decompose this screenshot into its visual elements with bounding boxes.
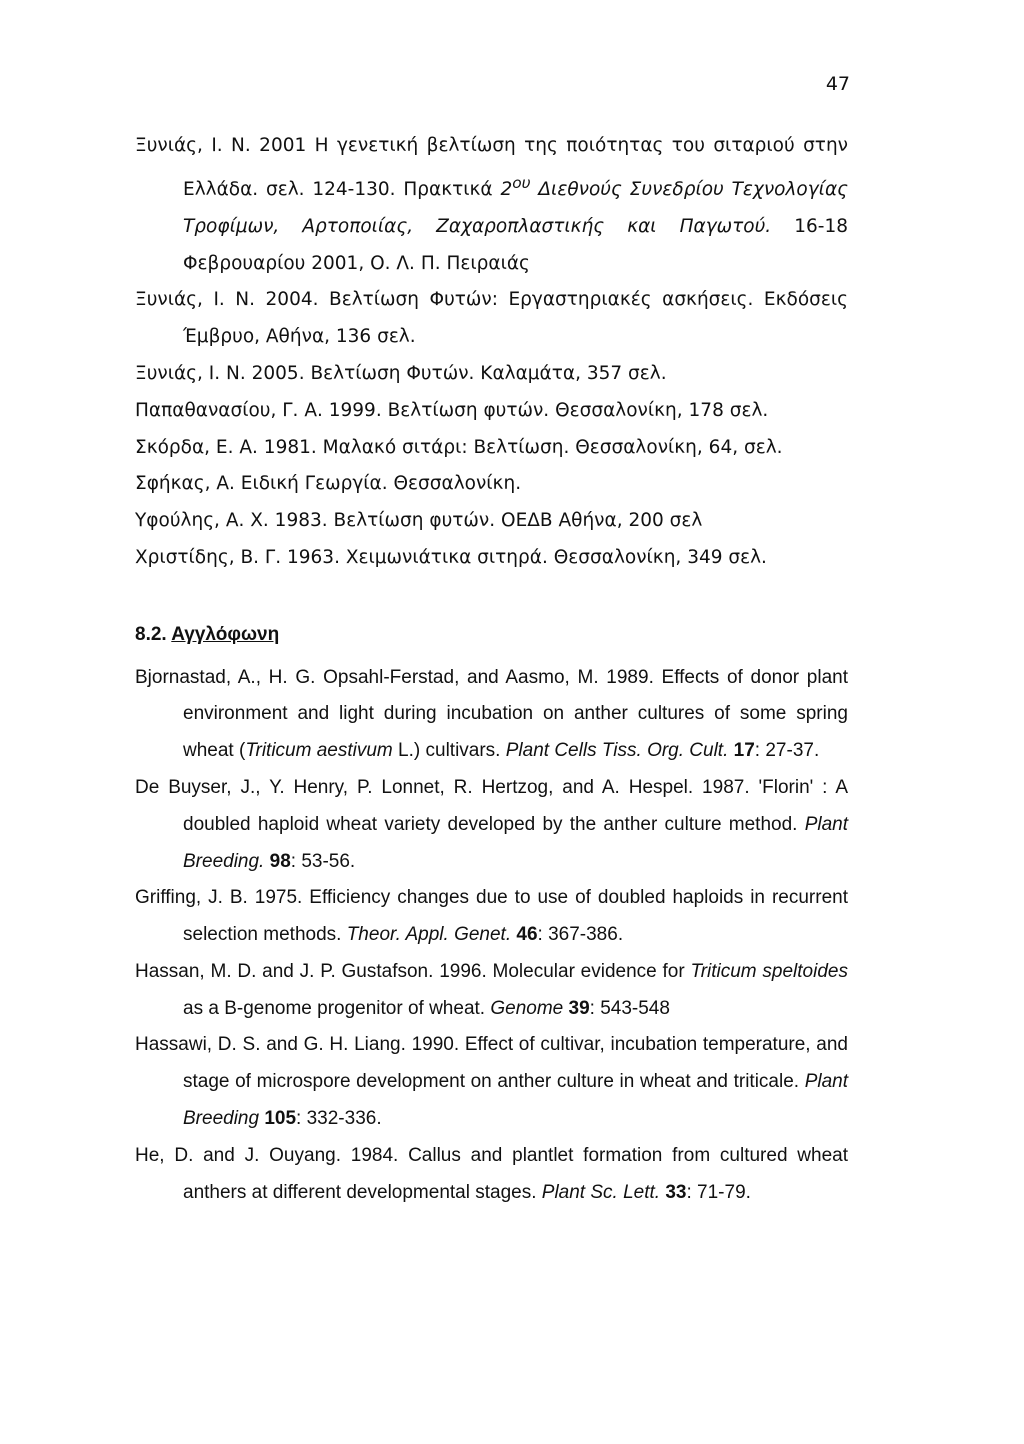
english-reference-list: [135, 660, 848, 1212]
italic-text: Διεθνούς Συνεδρίου Τεχνολογίας Τροφίμων, Αρτοποιίας, Ζαχαροπλαστικής και Παγωτού.: [183, 178, 848, 237]
volume-number: 46: [516, 924, 538, 946]
reference-text: : 332-336.: [296, 1108, 382, 1130]
greek-reference-list: [135, 128, 848, 577]
volume-number: 98: [269, 850, 291, 872]
volume-number: 33: [665, 1181, 687, 1203]
italic-text: Plant Breeding.: [183, 813, 848, 872]
reference-text: L.) cultivars.: [392, 740, 506, 762]
reference-entry: [135, 954, 848, 1028]
reference-text: : 543-548: [589, 997, 670, 1019]
reference-entry: [135, 1027, 848, 1137]
italic-text: Theor. Appl. Genet.: [346, 924, 512, 946]
reference-entry: [135, 430, 848, 467]
reference-text: Σκόρδα, Ε. Α. 1981. Μαλακό σιτάρι: Βελτίωση. Θεσσαλονίκη, 64, σελ.: [135, 436, 783, 458]
reference-entry: [135, 503, 848, 540]
italic-text: Plant Cells Tiss. Org. Cult.: [505, 740, 729, 762]
section-number: 8.2.: [135, 623, 167, 645]
reference-entry: [135, 770, 848, 880]
reference-text: 16-18 Φεβρουαρίου 2001, Ο. Λ. Π. Πειραιάς: [183, 215, 848, 274]
reference-entry: [135, 393, 848, 430]
page-number: 47: [825, 73, 850, 95]
reference-text: : 367-386.: [537, 924, 624, 946]
italic-text: Plant Breeding: [183, 1071, 848, 1130]
reference-text: Ξυνιάς, Ι. Ν. 2005. Βελτίωση Φυτών. Καλαμάτα, 357 σελ.: [135, 362, 667, 384]
reference-text: : 71-79.: [686, 1181, 751, 1203]
italic-text: Genome: [490, 997, 564, 1019]
italic-text: Plant Sc. Lett.: [541, 1181, 661, 1203]
reference-list: [135, 128, 848, 1211]
reference-text: Griffing, J. B. 1975. Efficiency changes due to use of doubled haploids in recurrent selection methods.: [135, 887, 848, 946]
reference-entry: [135, 356, 848, 393]
reference-text: Bjornastad, A., H. G. Opsahl-Ferstad, and Aasmo, M. 1989. Effects of donor plant environment and light during incubation on anther cultures of some spring wheat (: [135, 666, 848, 762]
reference-text: Ξυνιάς, Ι. Ν. 2001 Η γενετική βελτίωση της ποιότητας του σιταριού στην Ελλάδα. σελ. 124-130. Πρακτικά: [135, 135, 848, 200]
italic-text: ου: [512, 173, 531, 192]
reference-entry: [135, 128, 848, 282]
reference-entry: [135, 466, 848, 503]
section-title: Αγγλόφωνη: [171, 623, 280, 645]
reference-text: Υφούλης, Α. Χ. 1983. Βελτίωση φυτών. ΟΕΔΒ Αθήνα, 200 σελ: [135, 510, 703, 532]
reference-text: He, D. and J. Ouyang. 1984. Callus and plantlet formation from cultured wheat anthers at different developmental stages.: [135, 1144, 848, 1203]
italic-text: Triticum aestivum: [245, 740, 393, 762]
reference-text: : 27-37.: [754, 740, 820, 762]
volume-number: 39: [568, 997, 590, 1019]
volume-number: 105: [264, 1108, 297, 1130]
reference-entry: [135, 282, 848, 356]
volume-number: 17: [733, 740, 755, 762]
reference-entry: [135, 540, 848, 577]
reference-text: as a B-genome progenitor of wheat.: [183, 997, 491, 1019]
reference-text: Σφήκας, Α. Ειδική Γεωργία. Θεσσαλονίκη.: [135, 473, 522, 495]
reference-text: Hassawi, D. S. and G. H. Liang. 1990. Effect of cultivar, incubation temperature, and stage of microspore development on anther culture in wheat and triticale.: [135, 1034, 848, 1093]
reference-text: De Buyser, J., Y. Henry, P. Lonnet, R. Hertzog, and A. Hespel. 1987. 'Florin' : A doubled haploid wheat variety developed by the anther culture method.: [135, 776, 848, 835]
reference-text: Hassan, M. D. and J. P. Gustafson. 1996. Molecular evidence for: [135, 960, 691, 982]
italic-text: Triticum speltoides: [690, 960, 848, 982]
section-heading: [135, 617, 848, 654]
reference-entry: [135, 1138, 848, 1212]
reference-text: Χριστίδης, Β. Γ. 1963. Χειμωνιάτικα σιτηρά. Θεσσαλονίκη, 349 σελ.: [135, 546, 767, 568]
reference-text: Παπαθανασίου, Γ. Α. 1999. Βελτίωση φυτών. Θεσσαλονίκη, 178 σελ.: [135, 399, 769, 421]
reference-text: Ξυνιάς, Ι. Ν. 2004. Βελτίωση Φυτών: Εργαστηριακές ασκήσεις. Εκδόσεις Έμβρυο, Αθήνα, 136 σελ.: [135, 289, 848, 348]
reference-entry: [135, 880, 848, 954]
reference-entry: [135, 660, 848, 770]
italic-text: 2: [500, 178, 513, 200]
reference-text: : 53-56.: [290, 850, 356, 872]
